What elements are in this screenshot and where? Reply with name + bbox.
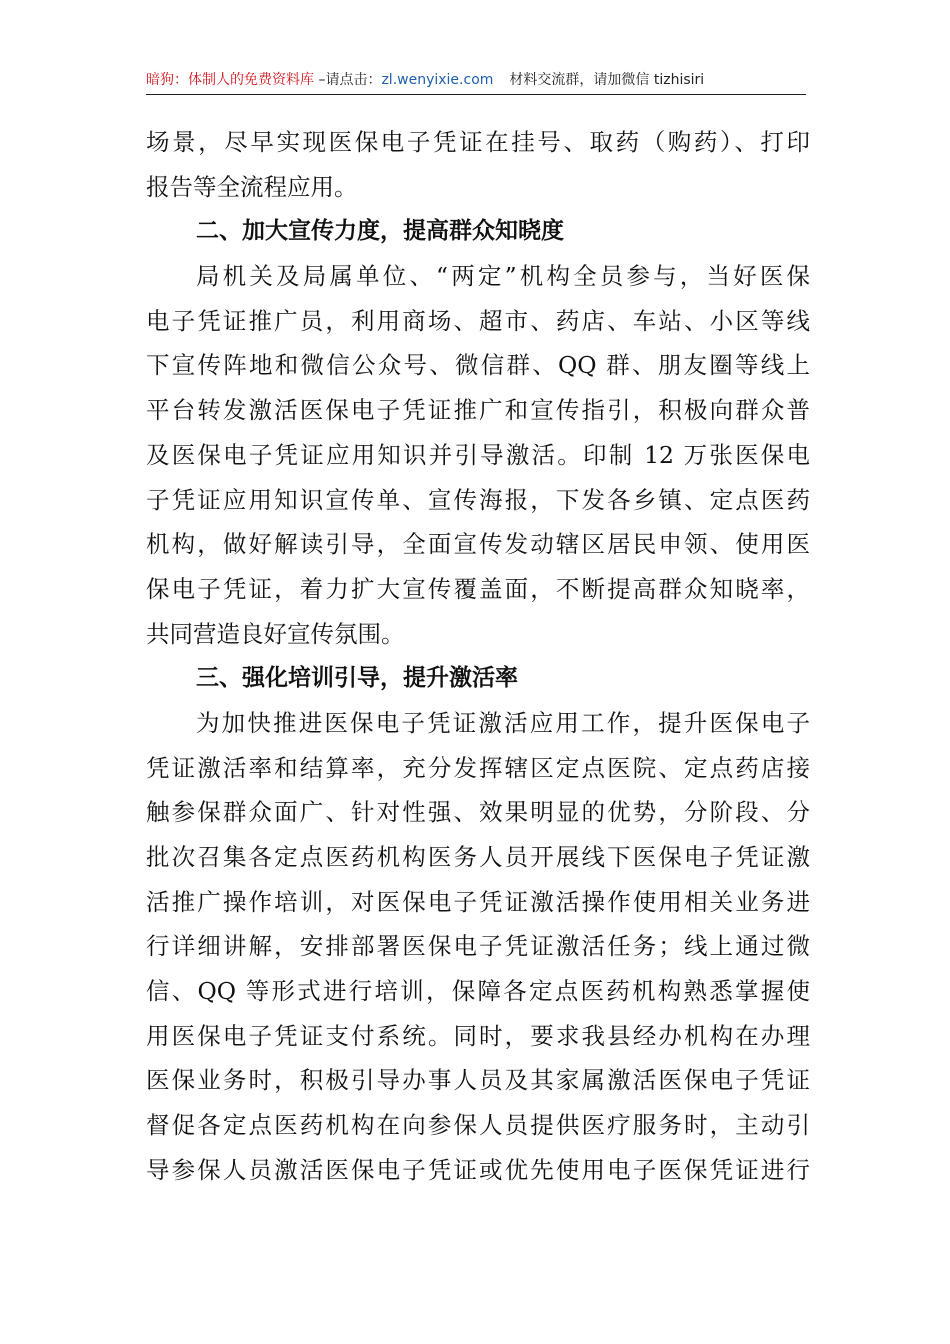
- text-line: 电子凭证推广员，利用商场、超市、药店、车站、小区等线: [146, 306, 810, 335]
- header-separator: –请点击：: [314, 72, 382, 88]
- text-line: 行详细讲解，安排部署医保电子凭证激活任务；线上通过微: [146, 932, 810, 961]
- text-line: 下宣传阵地和微信公众号、微信群、QQ 群、朋友圈等线上: [146, 351, 810, 380]
- text-line: 保电子凭证，着力扩大宣传覆盖面，不断提高群众知晓率，: [146, 574, 810, 603]
- text-line: 触参保群众面广、针对性强、效果明显的优势，分阶段、分: [146, 798, 810, 827]
- text-line: 子凭证应用知识宣传单、宣传海报，下发各乡镇、定点医药: [146, 485, 810, 514]
- header-brand: 暗狗：体制人的免费资料库: [146, 72, 314, 88]
- text-line: 凭证激活率和结算率，充分发挥辖区定点医院、定点药店接: [146, 753, 810, 782]
- text-line: 为加快推进医保电子凭证激活应用工作，提升医保电子: [196, 708, 810, 737]
- header-contact: 材料交流群，请加微信 tizhisiri: [509, 72, 705, 88]
- text-line: 报告等全流程应用。: [146, 172, 358, 201]
- text-line: 批次召集各定点医药机构医务人员开展线下医保电子凭证激: [146, 843, 810, 871]
- text-line: 医保业务时，积极引导办事人员及其家属激活医保电子凭证: [146, 1066, 810, 1095]
- text-line: 信、QQ 等形式进行培训，保障各定点医药机构熟悉掌握使: [146, 977, 810, 1006]
- text-line: 共同营造良好宣传氛围。: [146, 619, 405, 648]
- section-heading: 三、强化培训引导，提升激活率: [196, 665, 518, 692]
- text-line: 督促各定点医药机构在向参保人员提供医疗服务时，主动引: [146, 1111, 810, 1140]
- text-line: 导参保人员激活医保电子凭证或优先使用电子医保凭证进行: [146, 1155, 810, 1184]
- text-line: 用医保电子凭证支付系统。同时，要求我县经办机构在办理: [146, 1021, 810, 1050]
- text-line: 机构，做好解读引导，全面宣传发动辖区居民申领、使用医: [146, 530, 810, 559]
- text-line: 活推广操作培训，对医保电子凭证激活操作使用相关业务进: [146, 887, 810, 916]
- page-header: [146, 66, 806, 95]
- document-body: [146, 120, 810, 1193]
- text-line: 平台转发激活医保电子凭证推广和宣传指引，积极向群众普: [146, 396, 810, 425]
- header-link[interactable]: zl.wenyixie.com: [381, 72, 494, 88]
- section-heading: 二、加大宣传力度，提高群众知晓度: [196, 218, 564, 245]
- text-line: 局机关及局属单位、“两定”机构全员参与，当好医保: [196, 262, 810, 291]
- text-line: 场景，尽早实现医保电子凭证在挂号、取药（购药）、打印: [146, 128, 810, 156]
- text-line: 及医保电子凭证应用知识并引导激活。印制 12 万张医保电: [146, 440, 810, 469]
